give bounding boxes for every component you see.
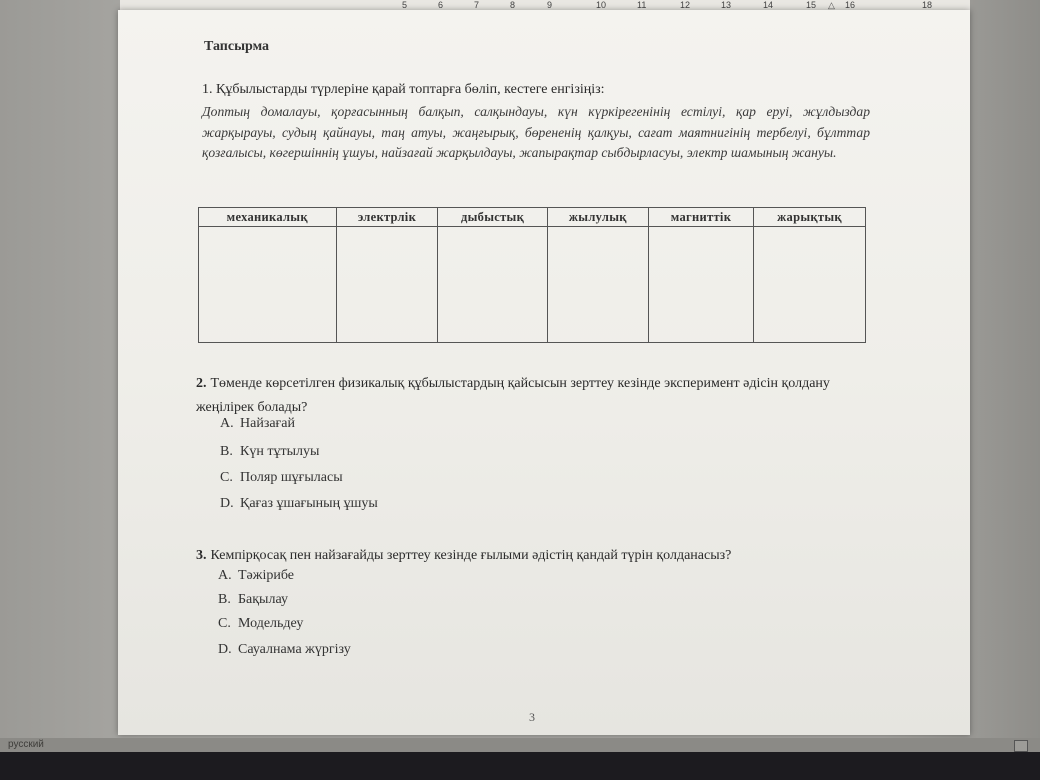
ruler-tick: 11 [637, 0, 647, 10]
question-2 [196, 372, 876, 420]
taskbar [0, 752, 1040, 780]
option-letter: B. [220, 444, 233, 459]
indent-marker-icon[interactable]: △ [828, 0, 835, 10]
ruler-tick: 5 [402, 0, 408, 10]
option-letter: C. [218, 616, 231, 631]
option-text: Бақылау [238, 592, 288, 607]
table-empty-cell[interactable] [438, 227, 547, 343]
ruler-tick: 16 [845, 0, 856, 10]
question-2-option-b [220, 444, 319, 460]
option-text: Поляр шұғыласы [240, 470, 343, 485]
ruler-tick: 9 [547, 0, 553, 10]
question-2-option-a [220, 416, 295, 432]
ruler-tick: 8 [510, 0, 516, 10]
print-layout-icon[interactable] [1014, 740, 1028, 752]
table-header-cell: механикалық [199, 208, 337, 227]
table-empty-cell[interactable] [336, 227, 438, 343]
option-text: Найзағай [240, 416, 296, 431]
question-2-text: Төменде көрсетілген физикалық құбылыстардың қайсысын зерттеу кезінде эксперимент әдісін қолдану жеңілірек болады? [196, 376, 830, 415]
table-empty-cell[interactable] [754, 227, 866, 343]
ruler-tick: 18 [922, 0, 933, 10]
table-row [199, 227, 866, 343]
question-2-option-d [220, 496, 378, 512]
question-3-option-b [218, 592, 288, 608]
option-text: Сауалнама жүргізу [238, 642, 351, 657]
question-3-option-d [218, 642, 351, 658]
option-letter: C. [220, 470, 233, 485]
option-text: Модельдеу [238, 616, 304, 631]
table-empty-cell[interactable] [648, 227, 753, 343]
question-3 [196, 548, 896, 564]
ruler-tick: 6 [438, 0, 444, 10]
question-3-number: 3. [196, 548, 207, 563]
ruler-tick: 10 [596, 0, 607, 10]
option-letter: A. [218, 568, 232, 583]
question-2-option-c [220, 470, 343, 486]
question-3-option-c [218, 616, 303, 632]
question-1-phenomena-list: Доптың домалауы, қорғасынның балқып, салқындауы, күн күркірегенінің естілуі, қар еруі, жұлдыздар жарқырауы, судың қайнауы, таң атуы, жаңғырық, бөрененің қалқуы, сағат маятнигінің тербелуі, бұлттар қозғалысы, көгершіннің ұшуы, найзағай жарқылдауы, жапырақтар сыбдырласуы, электр шамының жануы. [202, 104, 870, 160]
table-header-cell: жарықтық [754, 208, 866, 227]
option-text: Қағаз ұшағының ұшуы [240, 496, 378, 511]
table-empty-cell[interactable] [547, 227, 648, 343]
page-number: 3 [529, 710, 535, 724]
question-1-text: 1. Құбылыстарды түрлеріне қарай топтарға бөліп, кестеге енгізіңіз: [202, 82, 605, 97]
phenomena-category-table[interactable] [198, 207, 866, 343]
option-text: Тәжірибе [238, 568, 294, 583]
ruler-tick: 7 [474, 0, 480, 10]
table-header-cell: электрлік [336, 208, 438, 227]
ruler-tick: 12 [680, 0, 691, 10]
option-letter: D. [218, 642, 232, 657]
question-3-text: Кемпірқосақ пен найзағайды зерттеу кезінде ғылыми әдістің қандай түрін қолданасыз? [210, 548, 732, 563]
document-heading: Тапсырма [204, 39, 270, 54]
table-header-cell: жылулық [547, 208, 648, 227]
table-header-cell: магниттік [648, 208, 753, 227]
option-text: Күн тұтылуы [240, 444, 320, 459]
option-letter: B. [218, 592, 231, 607]
language-indicator[interactable]: русский [8, 739, 44, 750]
table-header-row [199, 208, 866, 227]
option-letter: A. [220, 416, 234, 431]
table-empty-cell[interactable] [199, 227, 337, 343]
question-2-number: 2. [196, 376, 207, 391]
ruler-tick: 13 [721, 0, 732, 10]
question-3-option-a [218, 568, 294, 584]
ruler-tick: 14 [763, 0, 774, 10]
status-bar [0, 738, 1040, 752]
ruler-tick: 15 [806, 0, 817, 10]
document-page[interactable] [118, 10, 970, 735]
option-letter: D. [220, 496, 234, 511]
table-header-cell: дыбыстық [438, 208, 547, 227]
